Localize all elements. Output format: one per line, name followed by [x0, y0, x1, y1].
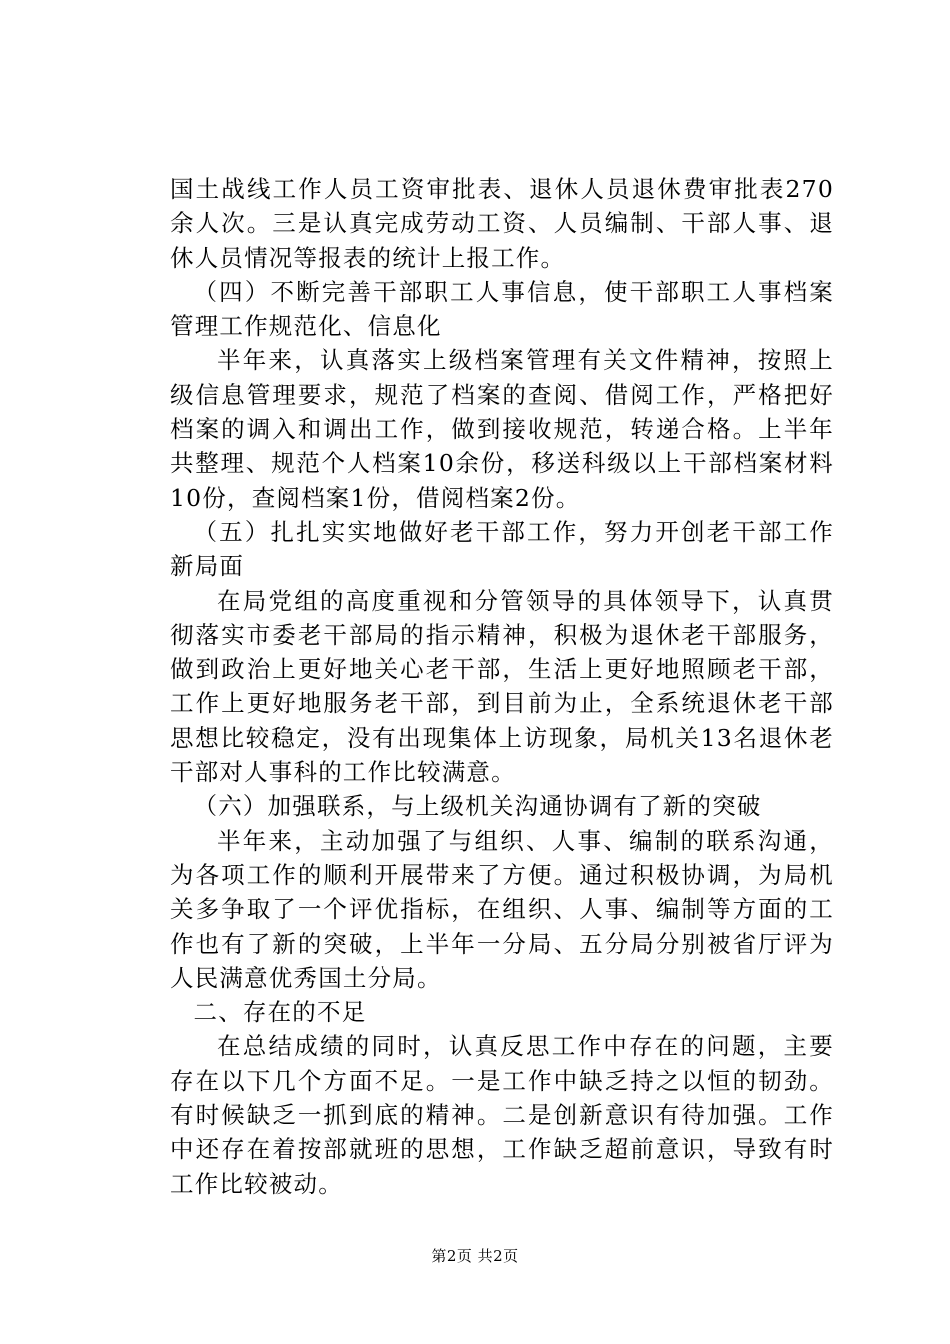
page-number: 第2页 共2页 [431, 1247, 519, 1265]
section-heading-4: （四）不断完善干部职工人事信息，使干部职工人事档案管理工作规范化、信息化 [170, 277, 834, 341]
document-body [170, 172, 834, 1201]
paragraph-coordination: 半年来，主动加强了与组织、人事、编制的联系沟通，为各项工作的顺利开展带来了方便。通过积极协调，为局机关多争取了一个评优指标，在组织、人事、编制等方面的工作也有了新的突破，上半年一分局、五分局分别被省厅评为人民满意优秀国土分局。 [170, 826, 834, 992]
section-heading-6: （六）加强联系，与上级机关沟通协调有了新的突破 [193, 792, 762, 821]
paragraph-archives: 半年来，认真落实上级档案管理有关文件精神，按照上级信息管理要求，规范了档案的查阅、借阅工作，严格把好档案的调入和调出工作，做到接收规范，转递合格。上半年共整理、规范个人档案10余份，移送科级以上干部档案材料10份，查阅档案1份，借阅档案2份。 [170, 346, 834, 512]
paragraph-veteran-cadres: 在局党组的高度重视和分管领导的具体领导下，认真贯彻落实市委老干部局的指示精神，积极为退休老干部服务，做到政治上更好地关心老干部，生活上更好地照顾老干部，工作上更好地服务老干部，到目前为止，全系统退休老干部思想比较稳定，没有出现集体上访现象，局机关13名退休老干部对人事科的工作比较满意。 [170, 586, 834, 787]
paragraph-continuation: 国土战线工作人员工资审批表、退休人员退休费审批表270余人次。三是认真完成劳动工资、人员编制、干部人事、退休人员情况等报表的统计上报工作。 [170, 175, 834, 272]
paragraph-shortcomings: 在总结成绩的同时，认真反思工作中存在的问题，主要存在以下几个方面不足。一是工作中缺乏持之以恒的韧劲。有时候缺乏一抓到底的精神。二是创新意识有待加强。工作中还存在着按部就班的思想，工作缺乏超前意识，导致有时工作比较被动。 [170, 1032, 834, 1198]
section-heading-shortcomings: 二、存在的不足 [193, 998, 367, 1027]
section-heading-5: （五）扎扎实实地做好老干部工作，努力开创老干部工作新局面 [170, 517, 834, 581]
